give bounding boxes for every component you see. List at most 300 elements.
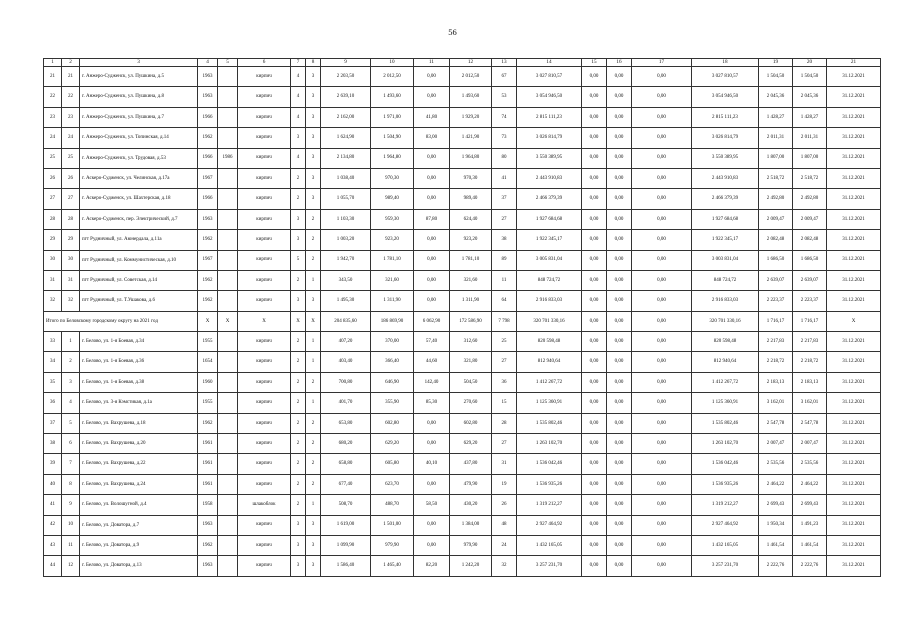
table-cell: 37 bbox=[44, 413, 62, 433]
table-cell: 0,00 bbox=[582, 67, 607, 87]
table-cell: 1 807,00 bbox=[759, 148, 793, 168]
table-cell: 1 501,00 bbox=[371, 515, 414, 535]
table-cell: 2 012,50 bbox=[371, 67, 414, 87]
table-cell: 2 492,80 bbox=[759, 189, 793, 209]
table-cell: 31.12.2021 bbox=[827, 87, 881, 107]
table-cell bbox=[218, 495, 238, 515]
table-cell: 0,00 bbox=[632, 168, 692, 188]
table-cell: 0,00 bbox=[607, 352, 632, 372]
table-cell: 31.12.2021 bbox=[827, 556, 881, 576]
table-cell: 0,00 bbox=[582, 474, 607, 494]
table-cell: 1961 bbox=[198, 434, 218, 454]
table-cell bbox=[218, 107, 238, 127]
table-cell: 623,70 bbox=[371, 474, 414, 494]
table-cell: 0,00 bbox=[582, 128, 607, 148]
table-cell: 3 005 831,04 bbox=[517, 250, 582, 270]
table-cell: 4 bbox=[291, 87, 306, 107]
table-cell: 0,00 bbox=[632, 67, 692, 87]
table-cell: 31.12.2021 bbox=[827, 372, 881, 392]
table-cell: 31 bbox=[44, 270, 62, 290]
table-cell: 2 639,10 bbox=[321, 87, 371, 107]
table-cell: 1 536 935,26 bbox=[692, 474, 759, 494]
total-cell: 7 798 bbox=[492, 311, 517, 331]
table-cell: 658,80 bbox=[321, 454, 371, 474]
column-number-header: 3 bbox=[80, 59, 198, 67]
table-cell: 2 bbox=[291, 189, 306, 209]
table-cell: 87,80 bbox=[414, 209, 450, 229]
table-cell: 31.12.2021 bbox=[827, 168, 881, 188]
table-cell: 3 162,01 bbox=[759, 393, 793, 413]
table-cell: 31.12.2021 bbox=[827, 250, 881, 270]
table-cell: 3 550 389,95 bbox=[517, 148, 582, 168]
table-cell: 812 940,64 bbox=[692, 352, 759, 372]
table-cell: 0,00 bbox=[582, 495, 607, 515]
table-cell: 0,00 bbox=[607, 393, 632, 413]
table-cell: 24 bbox=[44, 128, 62, 148]
table-row bbox=[44, 107, 881, 127]
table-cell: 3 257 231,70 bbox=[692, 556, 759, 576]
table-cell: 1962 bbox=[198, 270, 218, 290]
table-cell: 1 bbox=[62, 332, 80, 352]
table-cell: 1 495,30 bbox=[321, 291, 371, 311]
table-cell: 1962 bbox=[198, 535, 218, 555]
table-cell: 3 bbox=[291, 556, 306, 576]
table-cell: 28 bbox=[62, 209, 80, 229]
table-cell: 403,40 bbox=[321, 352, 371, 372]
table-cell: кирпич bbox=[238, 87, 291, 107]
table-cell: 0,00 bbox=[607, 515, 632, 535]
table-cell: 1 421,90 bbox=[450, 128, 492, 148]
table-cell: 67 bbox=[492, 67, 517, 87]
address-cell: пгт Рудничный, ул. Коммунистическая, д.10 bbox=[80, 250, 198, 270]
table-cell: 1961 bbox=[198, 474, 218, 494]
table-cell: 1 536 935,26 bbox=[517, 474, 582, 494]
column-number-header: 15 bbox=[582, 59, 607, 67]
table-cell: 1 807,00 bbox=[793, 148, 827, 168]
table-cell: 80 bbox=[492, 148, 517, 168]
table-cell: кирпич bbox=[238, 352, 291, 372]
table-cell: 3 162,01 bbox=[793, 393, 827, 413]
column-number-header: 12 bbox=[450, 59, 492, 67]
table-cell: 0,00 bbox=[632, 209, 692, 229]
table-cell: 7 bbox=[62, 454, 80, 474]
table-cell: 1 003,20 bbox=[321, 230, 371, 250]
table-cell: 21 bbox=[62, 67, 80, 87]
column-number-header: 9 bbox=[321, 59, 371, 67]
table-cell: 0,00 bbox=[607, 535, 632, 555]
table-cell: 0,00 bbox=[632, 291, 692, 311]
table-cell: 0,00 bbox=[607, 250, 632, 270]
table-cell: 0,00 bbox=[632, 332, 692, 352]
table-cell: 33 bbox=[44, 332, 62, 352]
table-cell: 3 bbox=[306, 148, 321, 168]
table-cell: 3 bbox=[306, 189, 321, 209]
table-cell: 35 bbox=[44, 372, 62, 392]
table-cell: 504,50 bbox=[450, 372, 492, 392]
table-cell: 22 bbox=[62, 87, 80, 107]
table-cell: 2 082,48 bbox=[793, 230, 827, 250]
table-cell: 355,90 bbox=[371, 393, 414, 413]
table-cell: 0,00 bbox=[632, 413, 692, 433]
table-cell: 53 bbox=[492, 87, 517, 107]
table-cell: 2 011,31 bbox=[759, 128, 793, 148]
table-cell: 1962 bbox=[198, 291, 218, 311]
table-cell: 2 bbox=[291, 434, 306, 454]
table-cell: 2 916 833,03 bbox=[692, 291, 759, 311]
table-cell: 4 bbox=[291, 148, 306, 168]
table-cell: 2 bbox=[306, 372, 321, 392]
table-cell: 1 922 345,17 bbox=[517, 230, 582, 250]
table-cell: 74 bbox=[492, 107, 517, 127]
table-cell: 1 942,70 bbox=[321, 250, 371, 270]
column-number-header: 1 bbox=[44, 59, 62, 67]
table-cell: 2 bbox=[291, 495, 306, 515]
table-cell: 1 099,90 bbox=[321, 535, 371, 555]
table-row bbox=[44, 168, 881, 188]
table-cell: 2 bbox=[306, 209, 321, 229]
table-cell: 27 bbox=[492, 209, 517, 229]
table-row bbox=[44, 250, 881, 270]
table-cell: 3 003 831,04 bbox=[692, 250, 759, 270]
column-number-header: 8 bbox=[306, 59, 321, 67]
table-cell: 1 bbox=[306, 270, 321, 290]
table-cell: 1 536 042,46 bbox=[692, 454, 759, 474]
address-cell: г. Анжеро-Судженск, ул. Пушкина, д.8 bbox=[80, 87, 198, 107]
column-number-header: 6 bbox=[238, 59, 291, 67]
table-cell bbox=[218, 372, 238, 392]
table-cell: 2 466 379,39 bbox=[692, 189, 759, 209]
table-cell: 31.12.2021 bbox=[827, 474, 881, 494]
table-row bbox=[44, 67, 881, 87]
table-cell: кирпич bbox=[238, 474, 291, 494]
table-cell: 2 927 464,92 bbox=[692, 515, 759, 535]
table-cell: 0,00 bbox=[414, 291, 450, 311]
table-cell: 1 493,60 bbox=[371, 87, 414, 107]
table-cell: 2 012,50 bbox=[450, 67, 492, 87]
table-cell: 2 183,13 bbox=[793, 372, 827, 392]
table-cell: 0,00 bbox=[582, 393, 607, 413]
column-number-header: 16 bbox=[607, 59, 632, 67]
table-cell: 2 bbox=[291, 454, 306, 474]
column-number-header: 7 bbox=[291, 59, 306, 67]
table-cell: кирпич bbox=[238, 556, 291, 576]
table-cell: 1963 bbox=[198, 556, 218, 576]
table-cell: 680,20 bbox=[321, 434, 371, 454]
table-cell: 4 bbox=[62, 393, 80, 413]
table-cell: 3 bbox=[306, 67, 321, 87]
total-cell: X bbox=[306, 311, 321, 331]
table-cell: 2 bbox=[291, 393, 306, 413]
table-cell: 31.12.2021 bbox=[827, 413, 881, 433]
housing-register-table bbox=[43, 58, 881, 577]
table-cell: 3 bbox=[306, 168, 321, 188]
table-cell: 2 bbox=[306, 250, 321, 270]
table-cell: 0,00 bbox=[607, 434, 632, 454]
table-cell: 34 bbox=[44, 352, 62, 372]
table-cell: 0,00 bbox=[414, 270, 450, 290]
table-cell: 2 082,48 bbox=[759, 230, 793, 250]
table-row bbox=[44, 413, 881, 433]
table-cell: 31.12.2021 bbox=[827, 107, 881, 127]
table-cell bbox=[218, 352, 238, 372]
table-cell: 1962 bbox=[198, 230, 218, 250]
table-cell: 624,40 bbox=[450, 209, 492, 229]
table-cell: 31.12.2021 bbox=[827, 393, 881, 413]
table-cell bbox=[218, 434, 238, 454]
table-cell: 1 619,00 bbox=[321, 515, 371, 535]
total-cell: 172 586,90 bbox=[450, 311, 492, 331]
table-cell bbox=[218, 413, 238, 433]
table-cell: 2 223,37 bbox=[759, 291, 793, 311]
table-cell: 42 bbox=[44, 515, 62, 535]
table-row bbox=[44, 495, 881, 515]
table-cell: 2 218,72 bbox=[793, 352, 827, 372]
table-row bbox=[44, 291, 881, 311]
table-cell: 1 504,50 bbox=[793, 67, 827, 87]
total-cell: 1 716,17 bbox=[759, 311, 793, 331]
table-cell: 0,00 bbox=[414, 67, 450, 87]
table-row bbox=[44, 352, 881, 372]
total-cell: X bbox=[238, 311, 291, 331]
table-cell: 82,20 bbox=[414, 556, 450, 576]
table-cell: 11 bbox=[492, 270, 517, 290]
table-row bbox=[44, 556, 881, 576]
table-cell: 1 311,90 bbox=[371, 291, 414, 311]
table-cell: 0,00 bbox=[607, 230, 632, 250]
address-cell: г. Аскеро-Судженск, ул. Челинская, д.17а bbox=[80, 168, 198, 188]
table-cell: 0,00 bbox=[582, 148, 607, 168]
table-cell: 2 134,80 bbox=[321, 148, 371, 168]
table-cell: 2 535,56 bbox=[793, 454, 827, 474]
table-row bbox=[44, 209, 881, 229]
table-cell: 0,00 bbox=[607, 87, 632, 107]
column-number-header: 13 bbox=[492, 59, 517, 67]
table-cell bbox=[218, 454, 238, 474]
table-cell: 430,20 bbox=[450, 495, 492, 515]
table-cell: 41 bbox=[492, 168, 517, 188]
table-cell: 820 598,48 bbox=[517, 332, 582, 352]
table-cell: 0,00 bbox=[582, 332, 607, 352]
table-cell: 1 432 165,05 bbox=[692, 535, 759, 555]
table-cell: 0,00 bbox=[414, 87, 450, 107]
table-cell: 1 428,27 bbox=[793, 107, 827, 127]
table-cell: 0,00 bbox=[607, 454, 632, 474]
table-cell: 370,00 bbox=[371, 332, 414, 352]
column-number-header: 5 bbox=[218, 59, 238, 67]
table-row bbox=[44, 128, 881, 148]
table-cell: 27 bbox=[62, 189, 80, 209]
table-cell: 3 054 946,50 bbox=[692, 87, 759, 107]
table-cell: 0,00 bbox=[582, 434, 607, 454]
table-cell: 1 504,50 bbox=[759, 67, 793, 87]
table-cell: 1 535 802,46 bbox=[517, 413, 582, 433]
table-cell: 2 217,83 bbox=[793, 332, 827, 352]
table-cell: 0,00 bbox=[414, 168, 450, 188]
table-cell: 6 bbox=[62, 434, 80, 454]
table-cell: 1 971,00 bbox=[371, 107, 414, 127]
table-cell: 1 950,34 bbox=[759, 515, 793, 535]
table-cell: 0,00 bbox=[607, 107, 632, 127]
address-cell: г. Анжеро-Судженск, ул. Пушкина, д.5 bbox=[80, 67, 198, 87]
table-cell: 31.12.2021 bbox=[827, 454, 881, 474]
table-cell: 44,60 bbox=[414, 352, 450, 372]
table-cell: 321,60 bbox=[450, 270, 492, 290]
address-cell: г. Белово, ул. Вахрушева, д.22 bbox=[80, 454, 198, 474]
table-cell: 1955 bbox=[198, 332, 218, 352]
table-cell: 2 bbox=[291, 372, 306, 392]
table-cell: 3 bbox=[306, 535, 321, 555]
table-cell: кирпич bbox=[238, 372, 291, 392]
table-cell: 28 bbox=[44, 209, 62, 229]
table-cell: 1967 bbox=[198, 250, 218, 270]
table-cell: 31.12.2021 bbox=[827, 230, 881, 250]
table-cell: кирпич bbox=[238, 270, 291, 290]
table-cell: 2 217,83 bbox=[759, 332, 793, 352]
table-cell: 38 bbox=[44, 434, 62, 454]
table-cell: 0,00 bbox=[632, 87, 692, 107]
total-row-label: Итого по Беловскому городскому округу на 2021 год bbox=[44, 311, 198, 331]
table-cell: 29 bbox=[62, 230, 80, 250]
table-row bbox=[44, 474, 881, 494]
table-cell: 0,00 bbox=[607, 148, 632, 168]
address-cell: г. Белово, ул. Доватора, д.7 bbox=[80, 515, 198, 535]
address-cell: г. Белово, ул. 1-я Боевая, д.38 bbox=[80, 372, 198, 392]
table-cell: 2 045,36 bbox=[793, 87, 827, 107]
table-cell: 820 598,48 bbox=[692, 332, 759, 352]
total-cell: 6 062,90 bbox=[414, 311, 450, 331]
table-cell: 31.12.2021 bbox=[827, 270, 881, 290]
table-cell: 1 781,10 bbox=[371, 250, 414, 270]
table-cell: 2 815 111,23 bbox=[517, 107, 582, 127]
table-cell: 2 443 910,83 bbox=[692, 168, 759, 188]
address-cell: г. Белово, ул. Волошугной, д.4 bbox=[80, 495, 198, 515]
table-cell: 2 bbox=[62, 352, 80, 372]
table-cell bbox=[218, 230, 238, 250]
table-cell: 0,00 bbox=[632, 372, 692, 392]
table-cell: 26 bbox=[44, 168, 62, 188]
table-row bbox=[44, 515, 881, 535]
table-cell: кирпич bbox=[238, 148, 291, 168]
table-cell: кирпич bbox=[238, 434, 291, 454]
table-cell: 0,00 bbox=[582, 515, 607, 535]
table-cell: 0,00 bbox=[414, 189, 450, 209]
address-cell: г. Белово, ул. Вахрушева, д.20 bbox=[80, 434, 198, 454]
table-cell: 1 922 345,17 bbox=[692, 230, 759, 250]
table-cell: 1 465,40 bbox=[371, 556, 414, 576]
total-cell: 0,00 bbox=[582, 311, 607, 331]
table-cell: 0,00 bbox=[632, 515, 692, 535]
table-cell: 2 222,76 bbox=[793, 556, 827, 576]
table-cell bbox=[218, 168, 238, 188]
table-cell: 1 412 267,72 bbox=[692, 372, 759, 392]
table-cell bbox=[218, 189, 238, 209]
table-cell: 2 009,47 bbox=[759, 209, 793, 229]
table-cell: 2 bbox=[291, 270, 306, 290]
table-cell: 27 bbox=[492, 434, 517, 454]
table-cell: 0,00 bbox=[582, 413, 607, 433]
table-cell: 989,40 bbox=[371, 189, 414, 209]
table-cell: 653,80 bbox=[321, 413, 371, 433]
table-cell: 12 bbox=[62, 556, 80, 576]
table-cell: 646,90 bbox=[371, 372, 414, 392]
table-cell: 0,00 bbox=[632, 454, 692, 474]
table-cell: 24 bbox=[62, 128, 80, 148]
table-cell bbox=[218, 128, 238, 148]
table-cell bbox=[218, 209, 238, 229]
table-cell: 48 bbox=[492, 515, 517, 535]
table-cell: 3 bbox=[291, 230, 306, 250]
table-cell: 270,60 bbox=[450, 393, 492, 413]
table-cell: 2 639,07 bbox=[759, 270, 793, 290]
table-cell: 2 464,22 bbox=[759, 474, 793, 494]
table-row bbox=[44, 189, 881, 209]
table-cell: кирпич bbox=[238, 413, 291, 433]
table-cell: 1 504,90 bbox=[371, 128, 414, 148]
table-cell: 3 bbox=[291, 209, 306, 229]
table-cell: 1963 bbox=[198, 67, 218, 87]
table-cell: 0,00 bbox=[607, 556, 632, 576]
table-cell: 0,00 bbox=[582, 372, 607, 392]
total-row bbox=[44, 311, 881, 331]
column-number-header: 10 bbox=[371, 59, 414, 67]
table-cell: 0,00 bbox=[414, 474, 450, 494]
table-cell: 142,40 bbox=[414, 372, 450, 392]
table-cell: 73 bbox=[492, 128, 517, 148]
table-cell: 31.12.2021 bbox=[827, 209, 881, 229]
table-cell: 437,80 bbox=[450, 454, 492, 474]
total-cell: X bbox=[218, 311, 238, 331]
column-number-header: 4 bbox=[198, 59, 218, 67]
total-cell: X bbox=[291, 311, 306, 331]
table-cell bbox=[218, 250, 238, 270]
table-cell: 2 518,72 bbox=[793, 168, 827, 188]
page-number: 56 bbox=[448, 27, 457, 37]
table-cell: 321,80 bbox=[450, 352, 492, 372]
table-cell: 1962 bbox=[198, 413, 218, 433]
table-cell bbox=[218, 556, 238, 576]
table-cell: 970,30 bbox=[450, 168, 492, 188]
table-cell: 3 027 810,57 bbox=[517, 67, 582, 87]
address-cell: пгт Рудничный, ул. Советская, д.14 bbox=[80, 270, 198, 290]
table-cell: 1960 bbox=[198, 372, 218, 392]
table-cell: 3 026 814,79 bbox=[517, 128, 582, 148]
table-cell: 0,00 bbox=[632, 434, 692, 454]
table-cell: 1 964,80 bbox=[371, 148, 414, 168]
table-cell: 1 624,90 bbox=[321, 128, 371, 148]
table-cell: 1 432 165,05 bbox=[517, 535, 582, 555]
table-cell: 2 183,13 bbox=[759, 372, 793, 392]
table-cell: 2 916 833,03 bbox=[517, 291, 582, 311]
table-cell: 2 045,36 bbox=[759, 87, 793, 107]
table-cell: 1 bbox=[306, 393, 321, 413]
table-cell: 2 223,37 bbox=[793, 291, 827, 311]
table-cell: 40,10 bbox=[414, 454, 450, 474]
table-cell: 0,00 bbox=[414, 148, 450, 168]
table-cell: 1963 bbox=[198, 515, 218, 535]
table-cell: 700,80 bbox=[321, 372, 371, 392]
table-row bbox=[44, 535, 881, 555]
table-cell: 36 bbox=[44, 393, 62, 413]
table-cell: 1 929,20 bbox=[450, 107, 492, 127]
total-cell: X bbox=[827, 311, 881, 331]
table-row bbox=[44, 434, 881, 454]
address-cell: г. Белово, ул. 1-я Боевая, д.36 bbox=[80, 352, 198, 372]
table-cell: 0,00 bbox=[607, 495, 632, 515]
table-cell: 38 bbox=[492, 230, 517, 250]
table-cell: 2 639,07 bbox=[793, 270, 827, 290]
table-cell bbox=[218, 535, 238, 555]
table-cell: 3 054 946,50 bbox=[517, 87, 582, 107]
